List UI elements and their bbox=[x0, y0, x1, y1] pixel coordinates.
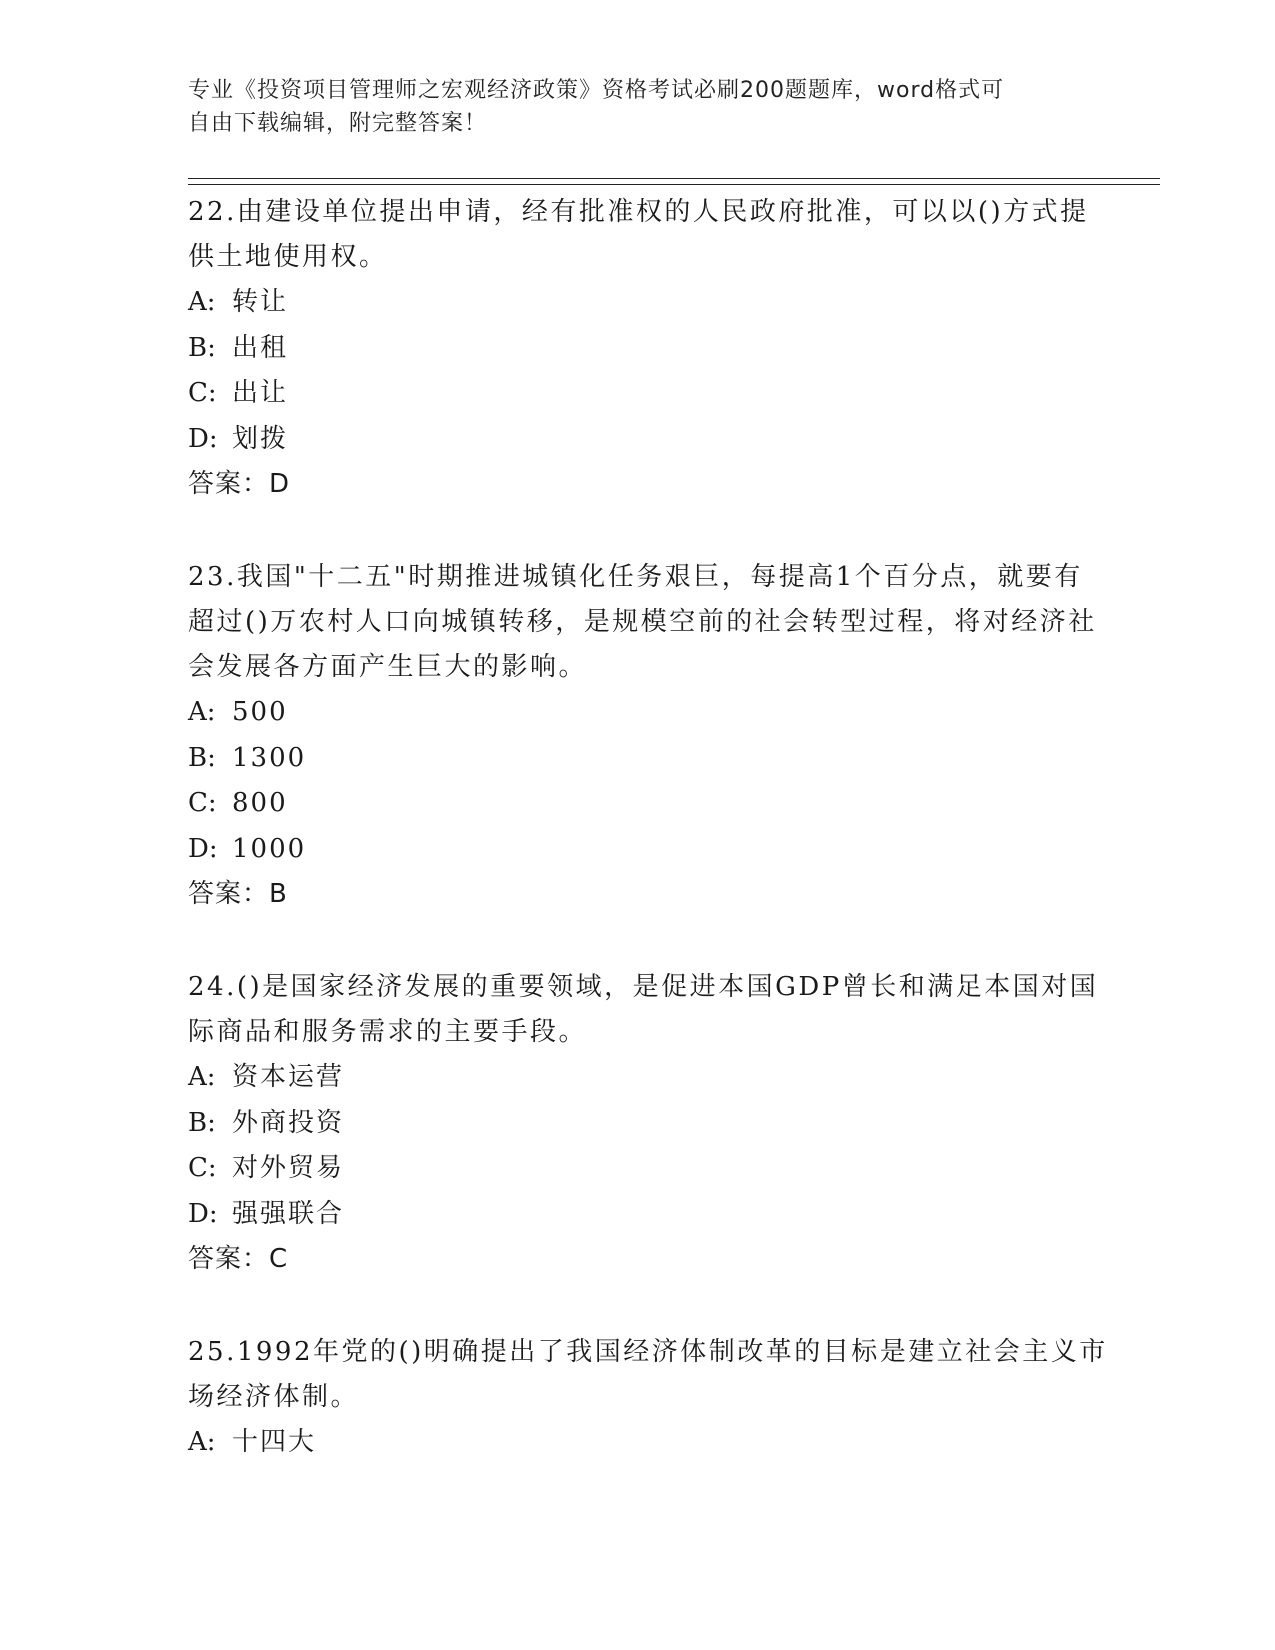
option-b bbox=[188, 1101, 1108, 1147]
option-letter: A: bbox=[188, 287, 216, 317]
option-text: 转让 bbox=[232, 287, 289, 317]
option-letter: D: bbox=[188, 423, 218, 454]
question-22 bbox=[188, 190, 1108, 507]
question-23 bbox=[188, 555, 1108, 917]
question-stem: 23.我国"十二五"时期推进城镇化任务艰巨，每提高1个百分点，就要有超过()万农村人口向城镇转移，是规模空前的社会转型过程，将对经济社会发展各方面产生巨大的影响。 bbox=[188, 562, 1097, 682]
document-header bbox=[188, 74, 1088, 140]
option-a bbox=[188, 1055, 1108, 1101]
header-divider-top bbox=[188, 178, 1160, 179]
question-stem: 24.()是国家经济发展的重要领域，是促进本国GDP曾长和满足本国对国际商品和服务需求的主要手段。 bbox=[188, 972, 1099, 1047]
option-a bbox=[188, 1420, 1108, 1466]
option-a bbox=[188, 280, 1108, 326]
option-letter: B: bbox=[188, 332, 216, 363]
option-text: 800 bbox=[232, 788, 288, 818]
answer-line: 答案：C bbox=[188, 1244, 289, 1274]
question-stem: 25.1992年党的()明确提出了我国经济体制改革的目标是建立社会主义市场经济体制。 bbox=[188, 1337, 1108, 1412]
option-a bbox=[188, 690, 1108, 736]
option-text: 500 bbox=[232, 697, 288, 727]
header-line-2: 自由下载编辑，附完整答案！ bbox=[188, 111, 488, 136]
option-text: 十四大 bbox=[232, 1427, 317, 1457]
header-divider-bottom bbox=[188, 184, 1160, 185]
option-text: 出让 bbox=[232, 378, 289, 408]
option-text: 强强联合 bbox=[232, 1198, 345, 1229]
option-letter: C: bbox=[188, 788, 217, 818]
option-letter: A: bbox=[188, 1427, 216, 1457]
answer-line: 答案：D bbox=[188, 469, 291, 499]
option-d bbox=[188, 1192, 1108, 1238]
option-text: 出租 bbox=[232, 332, 289, 363]
option-letter: C: bbox=[188, 1153, 217, 1183]
option-b bbox=[188, 736, 1108, 782]
option-text: 划拨 bbox=[232, 423, 289, 454]
option-b bbox=[188, 326, 1108, 372]
option-text: 资本运营 bbox=[232, 1062, 345, 1092]
option-letter: D: bbox=[188, 833, 218, 864]
option-text: 1000 bbox=[232, 833, 307, 864]
option-text: 外商投资 bbox=[232, 1107, 345, 1138]
option-letter: C: bbox=[188, 378, 217, 408]
option-c bbox=[188, 781, 1108, 827]
option-letter: A: bbox=[188, 1062, 216, 1092]
option-c bbox=[188, 371, 1108, 417]
option-letter: B: bbox=[188, 742, 216, 773]
answer-line: 答案：B bbox=[188, 879, 288, 909]
option-letter: B: bbox=[188, 1107, 216, 1138]
option-text: 对外贸易 bbox=[232, 1153, 345, 1183]
header-line-1: 专业《投资项目管理师之宏观经济政策》资格考试必刷200题题库，word格式可 bbox=[188, 78, 1005, 103]
option-c bbox=[188, 1146, 1108, 1192]
option-letter: D: bbox=[188, 1198, 218, 1229]
question-stem: 22.由建设单位提出申请，经有批准权的人民政府批准，可以以()方式提供土地使用权。 bbox=[188, 197, 1089, 272]
question-25 bbox=[188, 1330, 1108, 1466]
option-letter: A: bbox=[188, 697, 216, 727]
option-d bbox=[188, 827, 1108, 873]
question-list bbox=[188, 190, 1108, 1514]
option-text: 1300 bbox=[232, 742, 307, 773]
option-d bbox=[188, 417, 1108, 463]
question-24 bbox=[188, 965, 1108, 1282]
